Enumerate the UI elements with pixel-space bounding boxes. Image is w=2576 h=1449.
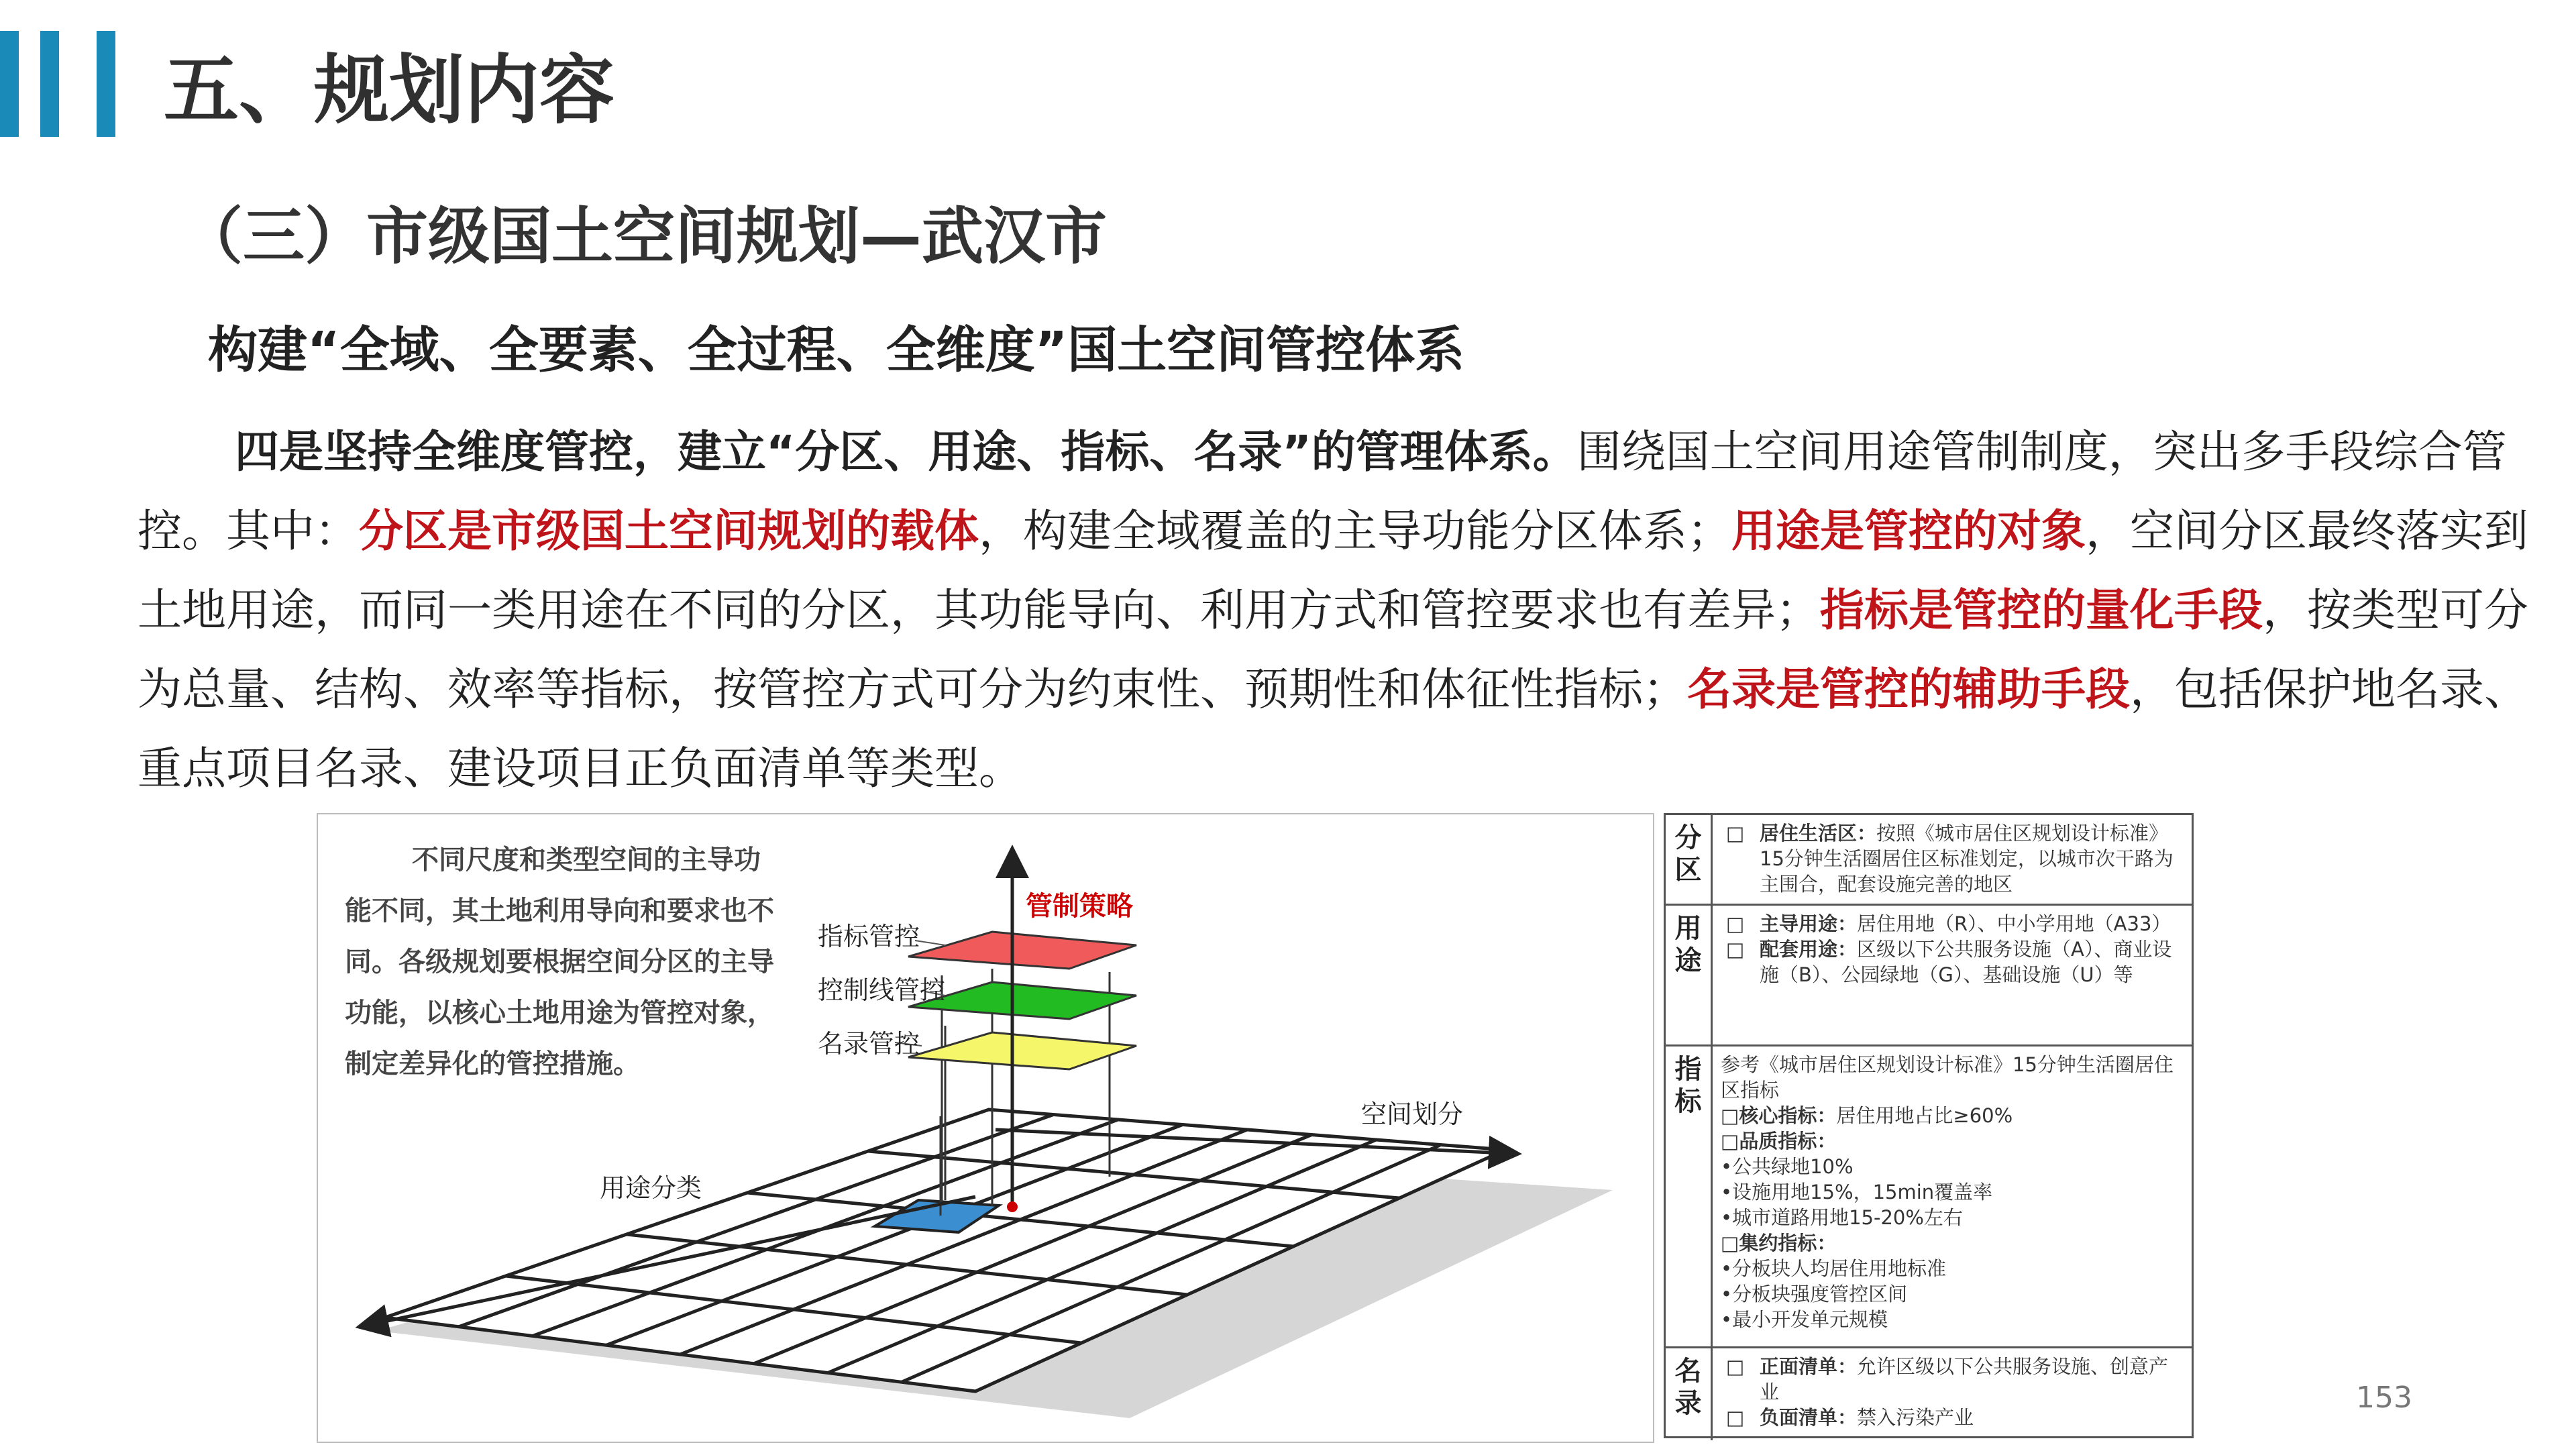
table-row-list bbox=[1666, 1348, 2192, 1440]
row-head-use: 用途 bbox=[1666, 906, 1713, 1044]
intensive-item: •最小开发单元规模 bbox=[1721, 1308, 1888, 1331]
table-row-use bbox=[1666, 906, 2192, 1046]
grid-diagram bbox=[318, 814, 1653, 1442]
layer-index-control bbox=[908, 932, 1136, 969]
row-head-zone: 分区 bbox=[1666, 815, 1713, 904]
axis-label-strategy: 管制策略 bbox=[1026, 891, 1133, 922]
page-title: 五、规划内容 bbox=[164, 47, 614, 134]
control-system-table bbox=[1664, 813, 2194, 1438]
positive-list-label: 正面清单： bbox=[1760, 1355, 1858, 1378]
intensive-item: •分板块强度管控区间 bbox=[1721, 1283, 1908, 1305]
quality-item: •设施用地15%，15min覆盖率 bbox=[1721, 1181, 1993, 1203]
body-text-2: ，构建全域覆盖的主导功能分区体系； bbox=[979, 505, 1731, 557]
intensive-item: •分板块人均居住用地标准 bbox=[1721, 1257, 1947, 1280]
section-heading: 构建“全域、全要素、全过程、全维度”国土空间管控体系 bbox=[208, 321, 1465, 379]
section-subtitle: （三）市级国土空间规划—武汉市 bbox=[181, 201, 1108, 272]
support-use-label: 配套用途： bbox=[1760, 938, 1858, 961]
page-number: 153 bbox=[2356, 1381, 2412, 1415]
core-index-text: 居住用地占比≥60% bbox=[1836, 1104, 2013, 1127]
index-intro: 参考《城市居住区规划设计标准》15分钟生活圈居住区指标 bbox=[1721, 1053, 2174, 1102]
positive-list-text: 允许区级以下公共服务设施、创意产业 bbox=[1760, 1355, 2169, 1403]
support-use-text: 区级以下公共服务设施（A）、商业设施（B）、公园绿地（G）、基础设施（U）等 bbox=[1760, 938, 2172, 986]
layer-label-list: 名录管控 bbox=[818, 1029, 920, 1059]
main-use-text: 居住用地（R）、中小学用地（A33） bbox=[1857, 912, 2171, 935]
body-text-1: 围绕国土空间用途管制制度，突出多手段综合管控。其中： bbox=[138, 426, 2507, 557]
zone-text: 按照《城市居住区规划设计标准》15分钟生活圈居住区标准划定，以城市次干路为主围合，配套设施完善的地区 bbox=[1760, 822, 2174, 896]
quality-item: •公共绿地10% bbox=[1721, 1155, 1854, 1178]
body-highlight-use: 用途是管控的对象 bbox=[1731, 505, 2086, 557]
table-row-index bbox=[1666, 1046, 2192, 1348]
body-lead: 四是坚持全维度管控，建立“分区、用途、指标、名录”的管理体系。 bbox=[235, 426, 1577, 478]
negative-list-label: 负面清单： bbox=[1760, 1406, 1858, 1429]
row-head-index: 指标 bbox=[1666, 1046, 1713, 1346]
layer-label-controlline: 控制线管控 bbox=[818, 975, 946, 1005]
body-text-5: ，包括保护地名录、重点项目名录、建设项目正负面清单等类型。 bbox=[138, 663, 2528, 794]
control-layers-figure bbox=[317, 813, 1654, 1443]
intensive-index-label: 集约指标： bbox=[1739, 1232, 1837, 1254]
body-text-3: ，空间分区最终落实到土地用途，而同一类用途在不同的分区，其功能导向、利用方式和管控要求也有差异； bbox=[138, 505, 2528, 636]
negative-list-text: 禁入污染产业 bbox=[1857, 1406, 1974, 1429]
body-text-4: ，按类型可分为总量、结构、效率等指标，按管控方式可分为约束性、预期性和体征性指标； bbox=[138, 584, 2528, 715]
figure-description: 不同尺度和类型空间的主导功能不同，其土地利用导向和要求也不同。各级规划要根据空间分区的主导功能，以核心土地用途为管控对象，制定差异化的管控措施。 bbox=[345, 845, 774, 1079]
zone-label: 居住生活区： bbox=[1760, 822, 1877, 845]
cell-marker bbox=[1007, 1201, 1018, 1212]
layer-label-index: 指标管控 bbox=[818, 922, 920, 951]
axis-label-space: 空间划分 bbox=[1361, 1099, 1464, 1129]
body-highlight-list: 名录是管控的辅助手段 bbox=[1687, 663, 2130, 715]
quality-item: •城市道路用地15-20%左右 bbox=[1721, 1206, 1963, 1229]
body-paragraph bbox=[138, 413, 2529, 808]
main-use-label: 主导用途： bbox=[1760, 912, 1858, 935]
body-highlight-zone: 分区是市级国土空间规划的载体 bbox=[359, 505, 979, 557]
core-index-label: 核心指标： bbox=[1739, 1104, 1837, 1127]
axis-label-use: 用途分类 bbox=[600, 1173, 702, 1203]
table-row-zone bbox=[1666, 815, 2192, 906]
body-highlight-index: 指标是管控的量化手段 bbox=[1820, 584, 2263, 636]
row-head-list: 名录 bbox=[1666, 1348, 1713, 1440]
quality-index-label: 品质指标： bbox=[1739, 1130, 1837, 1152]
